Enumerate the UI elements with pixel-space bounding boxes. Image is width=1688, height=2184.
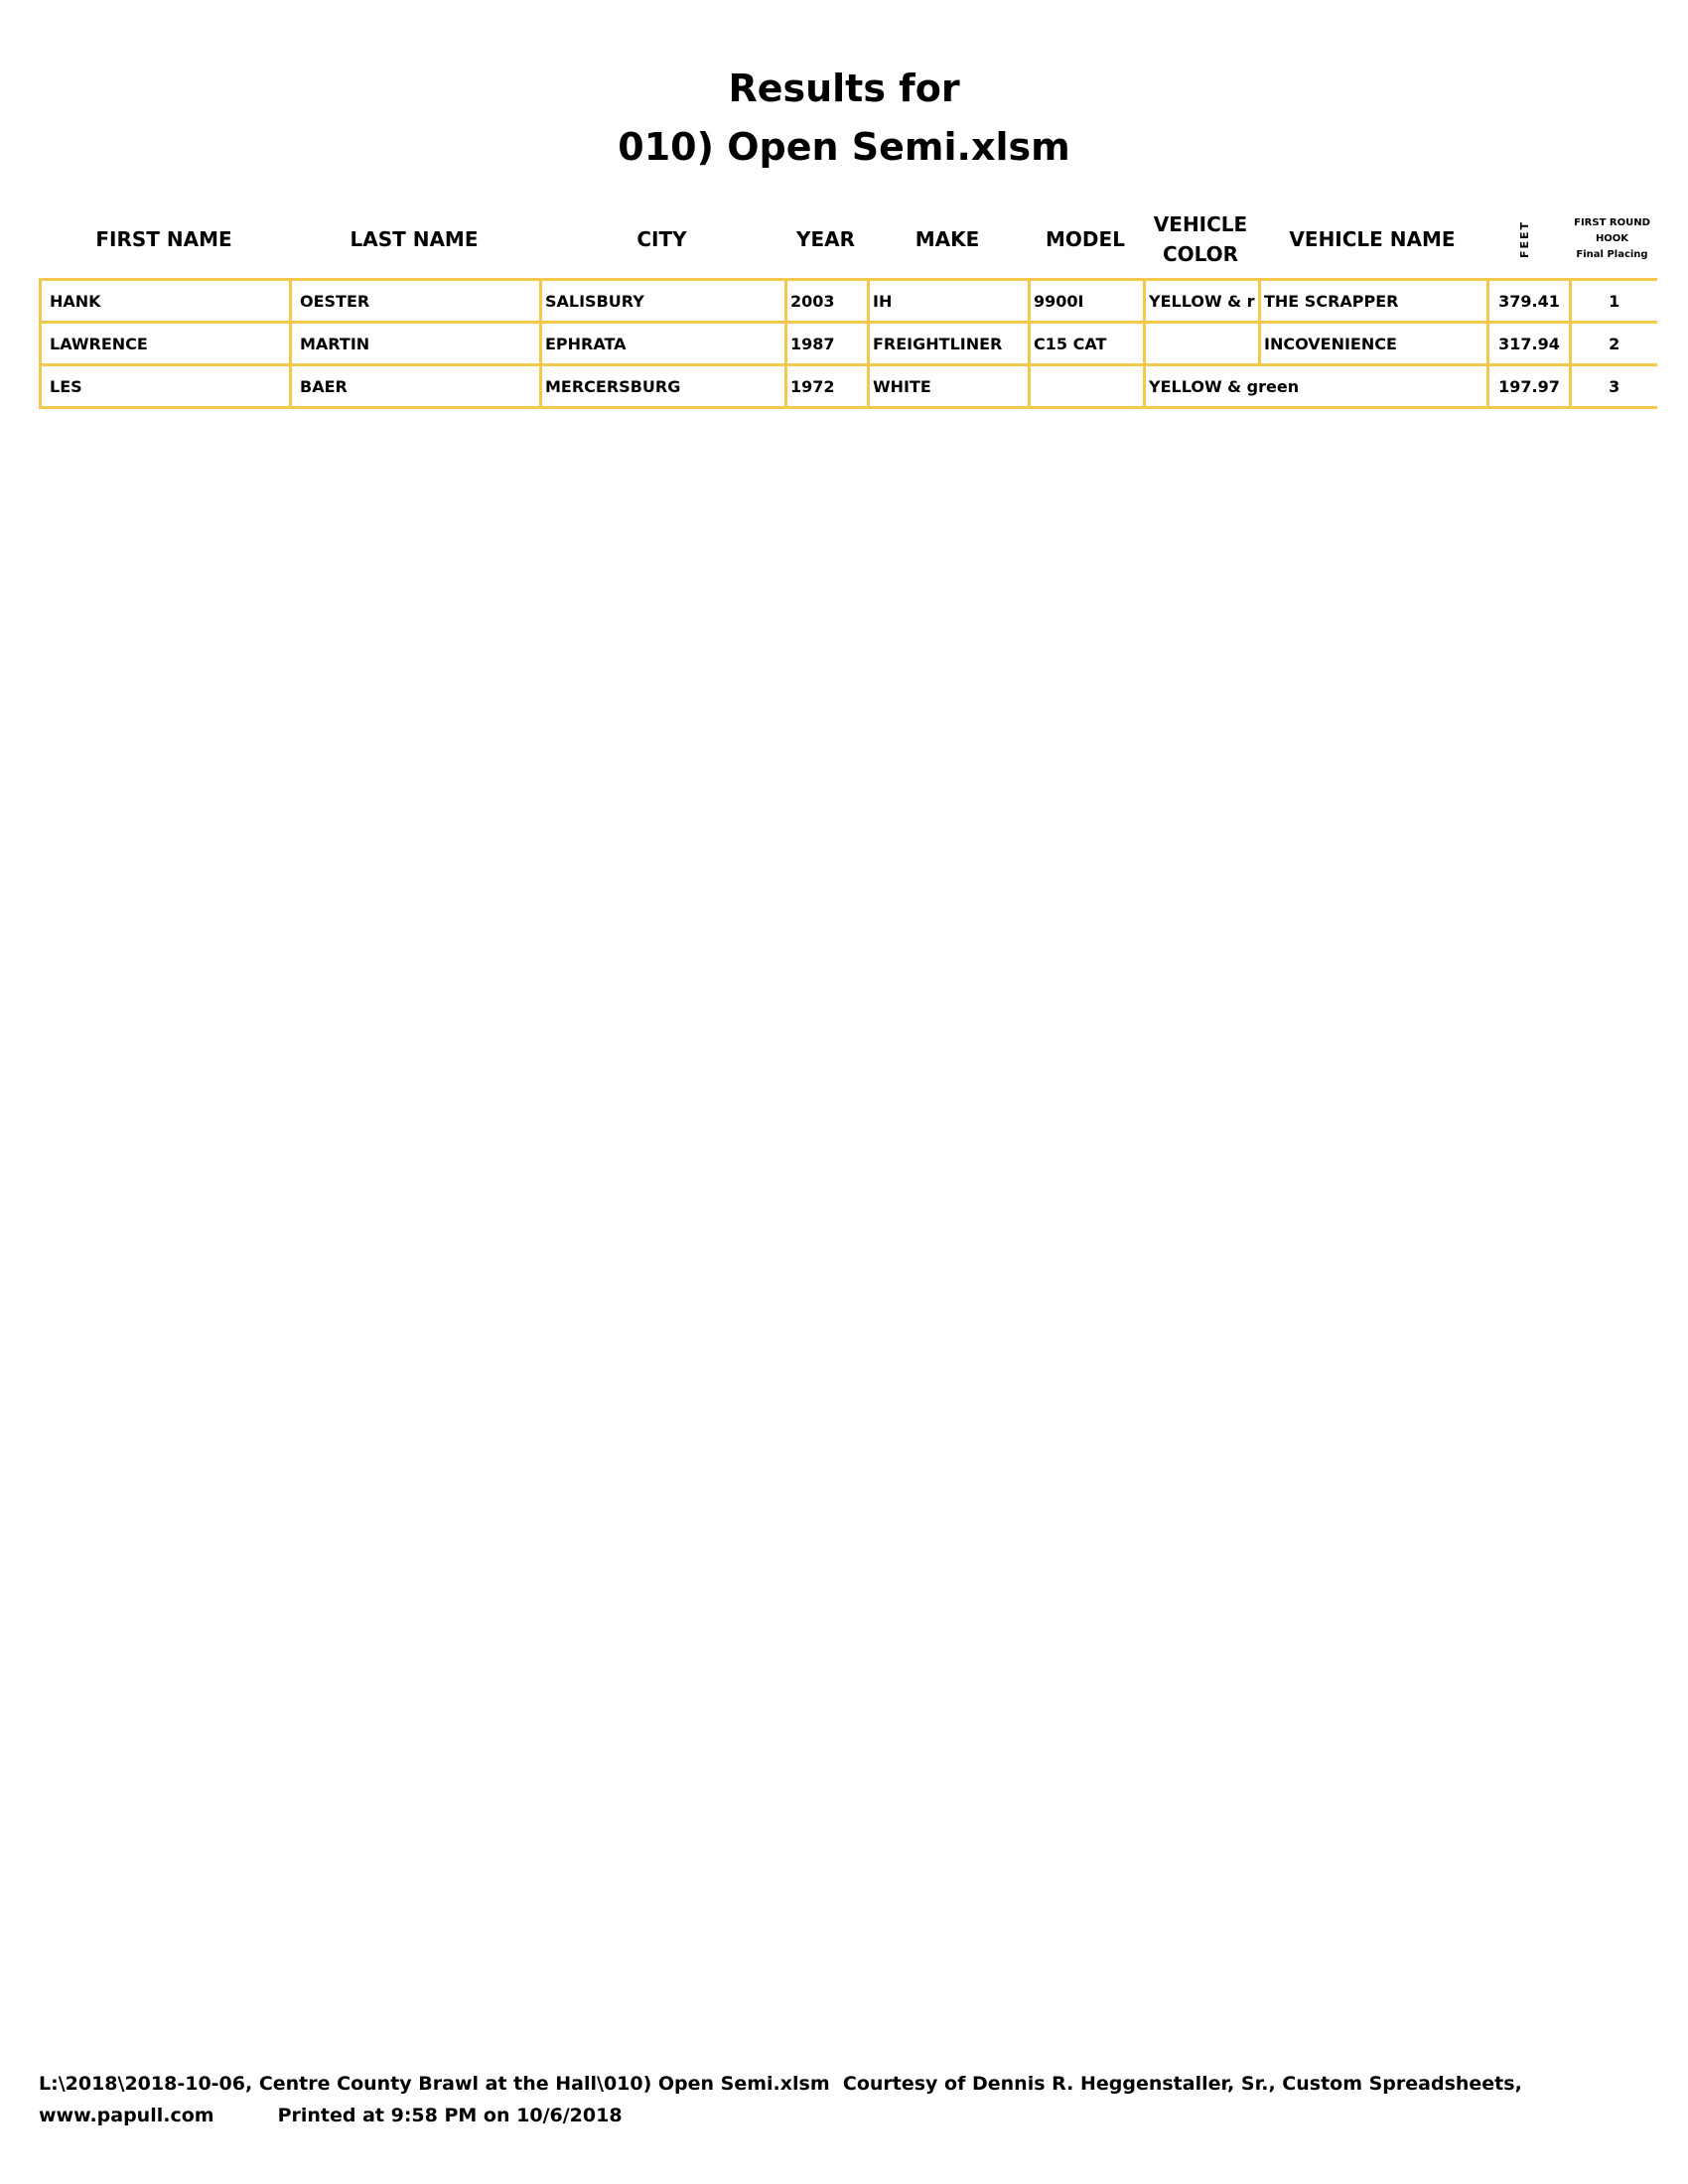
cell-model: 9900I: [1030, 280, 1145, 323]
header-feet: FEET: [1518, 219, 1531, 259]
cell-first-name: HANK: [41, 280, 291, 323]
cell-feet: 379.41: [1488, 280, 1571, 323]
header-placing-line-1: FIRST ROUND: [1574, 217, 1650, 228]
header-vehicle-color: [1143, 205, 1258, 273]
header-vehicle-name: VEHICLE NAME: [1289, 227, 1456, 251]
cell-model: C15 CAT: [1030, 323, 1145, 365]
cell-year: 2003: [786, 280, 869, 323]
cell-vehicle-color: YELLOW & r: [1145, 280, 1260, 323]
cell-make: FREIGHTLINER: [869, 323, 1030, 365]
title-line-2: 010) Open Semi.xlsm: [618, 125, 1070, 169]
cell-vehicle-color: [1145, 323, 1260, 365]
cell-make: WHITE: [869, 365, 1030, 408]
cell-city: EPHRATA: [541, 323, 786, 365]
results-table: [39, 278, 1657, 409]
cell-year: 1972: [786, 365, 869, 408]
footer-printed: Printed at 9:58 PM on 10/6/2018: [277, 2105, 623, 2126]
table-row: [41, 365, 1657, 408]
footer-line-2: [39, 2105, 623, 2126]
cell-feet: 317.94: [1488, 323, 1571, 365]
cell-vehicle-color: YELLOW & green: [1145, 365, 1488, 408]
cell-last-name: OESTER: [291, 280, 541, 323]
footer-path: L:\2018\2018-10-06, Centre County Brawl at the Hall\010) Open Semi.xlsm Courtesy of Dennis R. Heggenstaller, Sr., Custom Spreadsheets,: [39, 2073, 1522, 2095]
header-placing-line-2: HOOK: [1595, 233, 1629, 244]
cell-city: SALISBURY: [541, 280, 786, 323]
cell-city: MERCERSBURG: [541, 365, 786, 408]
header-model: MODEL: [1046, 227, 1125, 251]
cell-placing: 2: [1571, 323, 1657, 365]
cell-first-name: LES: [41, 365, 291, 408]
cell-vehicle-name: THE SCRAPPER: [1260, 280, 1488, 323]
header-first-name: FIRST NAME: [95, 227, 232, 251]
header-vehicle-color-line-1: VEHICLE: [1153, 212, 1248, 236]
cell-placing: 3: [1571, 365, 1657, 408]
cell-year: 1987: [786, 323, 869, 365]
header-vehicle-color-line-2: COLOR: [1162, 242, 1239, 266]
cell-make: IH: [869, 280, 1030, 323]
table-row: [41, 280, 1657, 323]
header-city: CITY: [636, 227, 687, 251]
title-line-1: Results for: [728, 67, 960, 110]
cell-last-name: MARTIN: [291, 323, 541, 365]
cell-vehicle-name: INCOVENIENCE: [1260, 323, 1488, 365]
cell-first-name: LAWRENCE: [41, 323, 291, 365]
footer-site: www.papull.com: [39, 2105, 214, 2126]
header-placing: [1569, 205, 1655, 273]
header-year: YEAR: [795, 227, 856, 251]
header-make: MAKE: [914, 227, 980, 251]
cell-model: [1030, 365, 1145, 408]
cell-last-name: BAER: [291, 365, 541, 408]
cell-placing: 1: [1571, 280, 1657, 323]
table-row: [41, 323, 1657, 365]
cell-feet: 197.97: [1488, 365, 1571, 408]
header-placing-line-3: Final Placing: [1576, 249, 1648, 260]
header-last-name: LAST NAME: [350, 227, 479, 251]
